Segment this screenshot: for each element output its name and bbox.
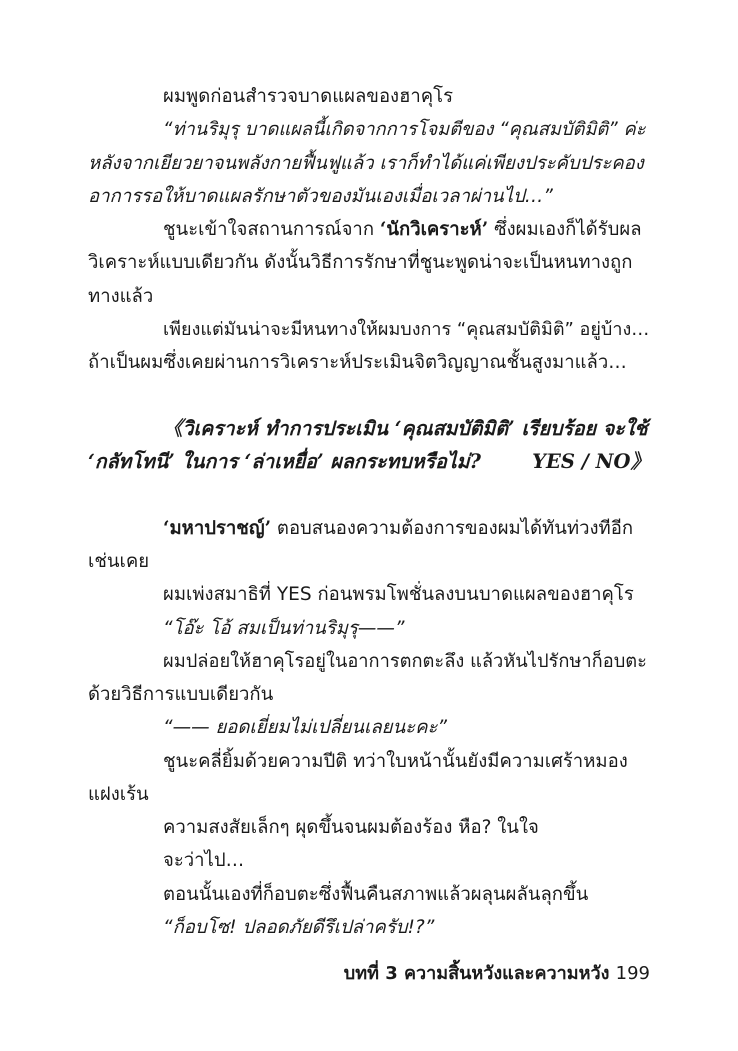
yes-no-prompt: YES / NO》 [532,450,650,473]
text-span: ซึ่งผมเองก็ได้รับผล [488,219,642,240]
paragraph-line [163,217,650,243]
paragraph-line: ผมเพ่งสมาธิที่ YES ก่อนพรมโพชั่นลงบนบาดแผลของฮาคุโร [163,584,634,605]
system-message-line [88,449,650,475]
dialogue-line: อาการรอให้บาดแผลรักษาตัวของมันเองเมื่อเวลาผ่านไป…” [88,186,553,207]
paragraph-line: ทางแล้ว [88,286,154,307]
paragraph-line: จะว่าไป… [163,850,245,871]
paragraph-line: แฝงเร้น [88,784,149,805]
paragraph-line: ชูนะคลี่ยิ้มด้วยความปีติ ทว่าใบหน้านั้นยังมีความเศร้าหมอง [163,751,628,772]
system-message-line: 《วิเคราะห์ ทำการประเมิน ‘คุณสมบัติมิติ’ เรียบร้อย จะใช้ [163,417,648,440]
dialogue-line: “โอ๊ะ โอ้ สมเป็นท่านริมุรุ——” [163,618,405,639]
system-message-question: ‘กลัทโทนี’ ในการ ‘ล่าเหยื่อ’ ผลกระทบหรือไม่? [88,450,481,473]
skill-name: ‘นักวิเคราะห์’ [379,219,489,240]
paragraph-line: วิเคราะห์แบบเดียวกัน ดังนั้นวิธีการรักษาที่ชูนะพูดน่าจะเป็นหนทางถูก [88,252,633,273]
paragraph-line: ผมปล่อยให้ฮาคุโรอยู่ในอาการตกตะลึง แล้วหันไปรักษาก็อบตะ [163,651,647,672]
dialogue-line: หลังจากเยียวยาจนพลังกายฟื้นฟูแล้ว เราก็ทำได้แค่เพียงประคับประคอง [88,153,644,174]
paragraph-line: ตอนนั้นเองที่ก็อบตะซึ่งฟื้นคืนสภาพแล้วผลุนผลันลุกขึ้น [163,884,589,905]
page-number: 199 [615,963,650,984]
text-span: ชูนะเข้าใจสถานการณ์จาก [163,219,380,240]
dialogue-line: “ก็อบโซ! ปลอดภัยดีรึเปล่าครับ!?” [163,917,435,938]
text-span: ตอบสนองความต้องการของผมได้ทันท่วงทีอีก [271,518,634,539]
chapter-title: บทที่ 3 ความสิ้นหวังและความหวัง [343,963,610,984]
paragraph-line: ด้วยวิธีการแบบเดียวกัน [88,684,274,705]
paragraph-line: ความสงสัยเล็กๆ ผุดขึ้นจนผมต้องร้อง หือ? ในใจ [163,817,539,838]
dialogue-line: “ท่านริมุรุ บาดแผลนี้เกิดจากการโจมตีของ “คุณสมบัติมิติ” ค่ะ [163,119,646,140]
paragraph-line [163,516,650,542]
paragraph-line: ผมพูดก่อนสำรวจบาดแผลของฮาคุโร [163,86,454,107]
page-footer [344,958,650,987]
paragraph-line: เพียงแต่มันน่าจะมีหนทางให้ผมบงการ “คุณสมบัติมิติ” อยู่บ้าง… [163,319,650,340]
paragraph-line: เช่นเคย [88,551,150,572]
dialogue-line: “—— ยอดเยี่ยมไม่เปลี่ยนเลยนะคะ” [163,717,447,738]
paragraph-line: ถ้าเป็นผมซึ่งเคยผ่านการวิเคราะห์ประเมินจิตวิญญาณชั้นสูงมาแล้ว… [88,352,627,373]
skill-name: ‘มหาปราชญ์’ [163,518,272,539]
